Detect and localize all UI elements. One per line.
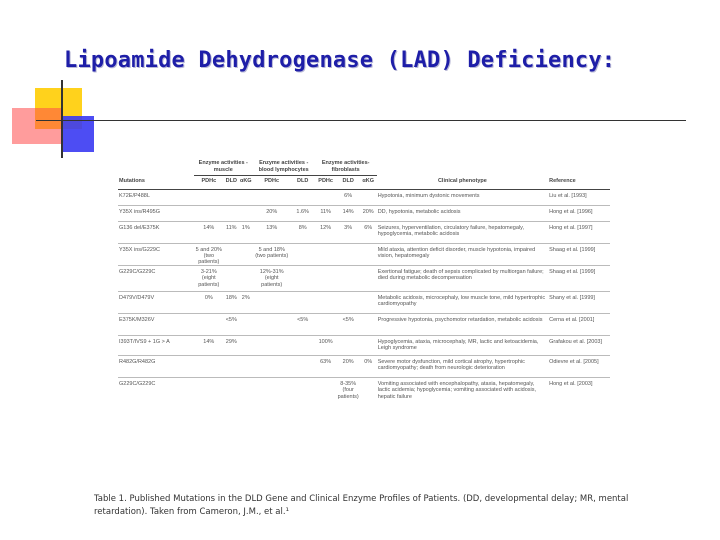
- decorative-vertical-line: [61, 80, 63, 158]
- table-cell: [239, 266, 253, 292]
- table-cell: Liu et al. [1993]: [549, 192, 587, 199]
- table-cell: R482G/R482G: [118, 356, 194, 378]
- table-cell: [337, 336, 360, 356]
- table-cell: <5%: [337, 314, 360, 336]
- table-cell: [194, 205, 224, 221]
- table-cell: [224, 378, 239, 414]
- group-header-lymphocytes: Enzyme activities - blood lymphocytes: [253, 160, 315, 176]
- table-cell: [337, 266, 360, 292]
- table-cell: Cerna et al. [2001]: [548, 314, 610, 336]
- table-row: [118, 205, 610, 221]
- column-header: PDHc: [253, 176, 291, 190]
- table-cell: K72E/P488L: [119, 192, 150, 199]
- table-cell: [360, 314, 377, 336]
- table-row: [118, 221, 610, 243]
- table-cell: Hypotonia, minimum dystonic movements: [377, 192, 480, 199]
- table-cell: [253, 378, 291, 414]
- table-cell: [239, 378, 253, 414]
- table-cell: [291, 243, 315, 266]
- table-cell: Seizures, hyperventilation, circulatory failure, hepatomegaly, hypoglycemia, metabolic acidosis: [377, 221, 548, 243]
- table-cell: [291, 266, 315, 292]
- table-cell: Shany et al. [1999]: [548, 292, 610, 314]
- table-cell: G136 del/E375K: [118, 221, 194, 243]
- table-row: [118, 356, 610, 378]
- column-header: PDHc: [315, 176, 337, 190]
- table-cell: 14%: [337, 205, 360, 221]
- table-cell: 29%: [224, 336, 239, 356]
- table-cell: [224, 205, 239, 221]
- table-cell: DD, hypotonia, metabolic acidosis: [377, 205, 548, 221]
- table-cell: [253, 356, 291, 378]
- table-cell: Mild ataxia, attention deficit disorder, muscle hypotonia, impaired vision, hepatomegaly: [377, 243, 548, 266]
- table-cell: [253, 292, 291, 314]
- table-cell: Hong et al. [1996]: [548, 205, 610, 221]
- table-cell: 0%: [194, 292, 224, 314]
- table-cell: Progressive hypotonia, psychomotor retardation, metabolic acidosis: [377, 314, 548, 336]
- group-header-fibroblasts: Enzyme activities- fibroblasts: [315, 160, 377, 176]
- table-cell: Y35X ins/G229C: [118, 243, 194, 266]
- decorative-red-square: [12, 108, 62, 144]
- table-cell: G229C/G229C: [118, 266, 194, 292]
- table-cell: [291, 189, 315, 205]
- table-caption: Table 1. Published Mutations in the DLD Gene and Clinical Enzyme Profiles of Patients. (DD, developmental delay; MR, mental retardation). Taken from Cameron, J.M., et al.¹: [94, 494, 629, 517]
- table-cell: 5 and 18% (two patients): [253, 243, 291, 266]
- table-cell: [239, 314, 253, 336]
- table-cell: 12%: [315, 221, 337, 243]
- table-cell: [315, 292, 337, 314]
- table-cell: 11%: [224, 221, 239, 243]
- table-cell: [239, 205, 253, 221]
- table-cell: [224, 266, 239, 292]
- table-cell: [315, 314, 337, 336]
- table-cell: [315, 378, 337, 414]
- table-cell: [224, 189, 239, 205]
- table-cell: Vomiting associated with encephalopathy, ataxia, hepatomegaly, lactic acidemia; hypoglycemia; vomiting associated with acidosis, hepatic failure: [377, 378, 548, 414]
- table-cell: <5%: [291, 314, 315, 336]
- table-cell: [224, 356, 239, 378]
- table-cell: 6%: [344, 192, 353, 199]
- slide-title: Lipoamide Dehydrogenase (LAD) Deficiency:: [64, 48, 616, 73]
- table-cell: <5%: [224, 314, 239, 336]
- table-cell: 11%: [315, 205, 337, 221]
- table-cell: 2%: [239, 292, 253, 314]
- table-cell: 1.6%: [291, 205, 315, 221]
- column-header: Reference: [548, 176, 610, 190]
- table-cell: Hypoglycemia, ataxia, microcephaly, MR, lactic and ketoacidemia, Leigh syndrome: [377, 336, 548, 356]
- table-cell: Hong et al. [1997]: [548, 221, 610, 243]
- table-cell: 0%: [360, 356, 377, 378]
- table-cell: [239, 189, 253, 205]
- table-cell: 14%: [194, 221, 224, 243]
- mutation-table-figure: [118, 160, 610, 414]
- table-cell: Shaag et al. [1999]: [548, 266, 610, 292]
- table-cell: D479V/D479V: [118, 292, 194, 314]
- column-header: DLD: [337, 176, 360, 190]
- table-cell: 6%: [360, 221, 377, 243]
- table-cell: [315, 189, 337, 205]
- table-cell: 14%: [194, 336, 224, 356]
- table-cell: 12%-31% (eight patients): [253, 266, 291, 292]
- table-cell: [224, 243, 239, 266]
- table-cell: 20%: [253, 205, 291, 221]
- table-row: [118, 243, 610, 266]
- table-cell: [337, 292, 360, 314]
- group-header-muscle: Enzyme activities - muscle: [194, 160, 253, 176]
- table-cell: [194, 378, 224, 414]
- table-cell: [291, 292, 315, 314]
- table-cell: Grafakou et al. [2003]: [548, 336, 610, 356]
- table-cell: Shaag et al. [1999]: [548, 243, 610, 266]
- table-cell: 5 and 20% (two patients): [194, 243, 224, 266]
- table-cell: [291, 356, 315, 378]
- table-cell: [360, 189, 377, 205]
- table-cell: 3-21% (eight patients): [194, 266, 224, 292]
- table-cell: Hong et al. [2003]: [548, 378, 610, 414]
- table-cell: [360, 266, 377, 292]
- table-cell: [239, 336, 253, 356]
- table-cell: [315, 243, 337, 266]
- column-header: Mutations: [118, 176, 194, 190]
- table-cell: [239, 356, 253, 378]
- table-cell: Metabolic acidosis, microcephaly, low muscle tone, mild hypertrophic cardiomyopathy: [377, 292, 548, 314]
- table-cell: 100%: [315, 336, 337, 356]
- table-cell: I393T/IVS9 + 1G > A: [118, 336, 194, 356]
- table-cell: Exertional fatigue; death of sepsis complicated by multiorgan failure; died during metabolic decompensation: [377, 266, 548, 292]
- column-header: αKG: [360, 176, 377, 190]
- column-header: Clinical phenotype: [377, 176, 548, 190]
- table-cell: [360, 336, 377, 356]
- table-cell: 3%: [337, 221, 360, 243]
- table-cell: [291, 378, 315, 414]
- table-cell: Y35X ins/R495G: [118, 205, 194, 221]
- column-header: αKG: [239, 176, 253, 190]
- table-cell: [360, 243, 377, 266]
- table-cell: [194, 314, 224, 336]
- table-cell: 18%: [224, 292, 239, 314]
- table-cell: 20%: [337, 356, 360, 378]
- table-cell: [291, 336, 315, 356]
- table-cell: [253, 314, 291, 336]
- table-row: [118, 292, 610, 314]
- table-cell: 13%: [253, 221, 291, 243]
- column-header: DLD: [291, 176, 315, 190]
- table-cell: [360, 378, 377, 414]
- table-row: [118, 314, 610, 336]
- table-cell: [194, 189, 224, 205]
- table-cell: Odievre et al. [2005]: [548, 356, 610, 378]
- table-cell: 1%: [239, 221, 253, 243]
- decorative-blue-square: [62, 116, 94, 152]
- table-cell: [315, 266, 337, 292]
- table-row: [118, 189, 610, 205]
- table-row: [118, 336, 610, 356]
- table-cell: 20%: [360, 205, 377, 221]
- table-cell: 63%: [315, 356, 337, 378]
- table-cell: [337, 243, 360, 266]
- table-row: [118, 266, 610, 292]
- table-cell: [253, 336, 291, 356]
- table-row: [118, 378, 610, 414]
- column-header: DLD: [224, 176, 239, 190]
- table-cell: [360, 292, 377, 314]
- table-cell: [239, 243, 253, 266]
- table-cell: 8%: [291, 221, 315, 243]
- table-cell: 8-35% (four patients): [337, 378, 360, 414]
- table-cell: Severe motor dysfunction, mild cortical atrophy, hypertrophic cardiomyopathy; death from neurologic deterioration: [377, 356, 548, 378]
- table-cell: [253, 189, 291, 205]
- decorative-horizontal-line: [36, 120, 686, 121]
- table-cell: E375K/M326V: [118, 314, 194, 336]
- table-cell: G229C/G229C: [118, 378, 194, 414]
- mutation-table: [118, 160, 610, 414]
- column-header: PDHc: [194, 176, 224, 190]
- table-cell: [194, 356, 224, 378]
